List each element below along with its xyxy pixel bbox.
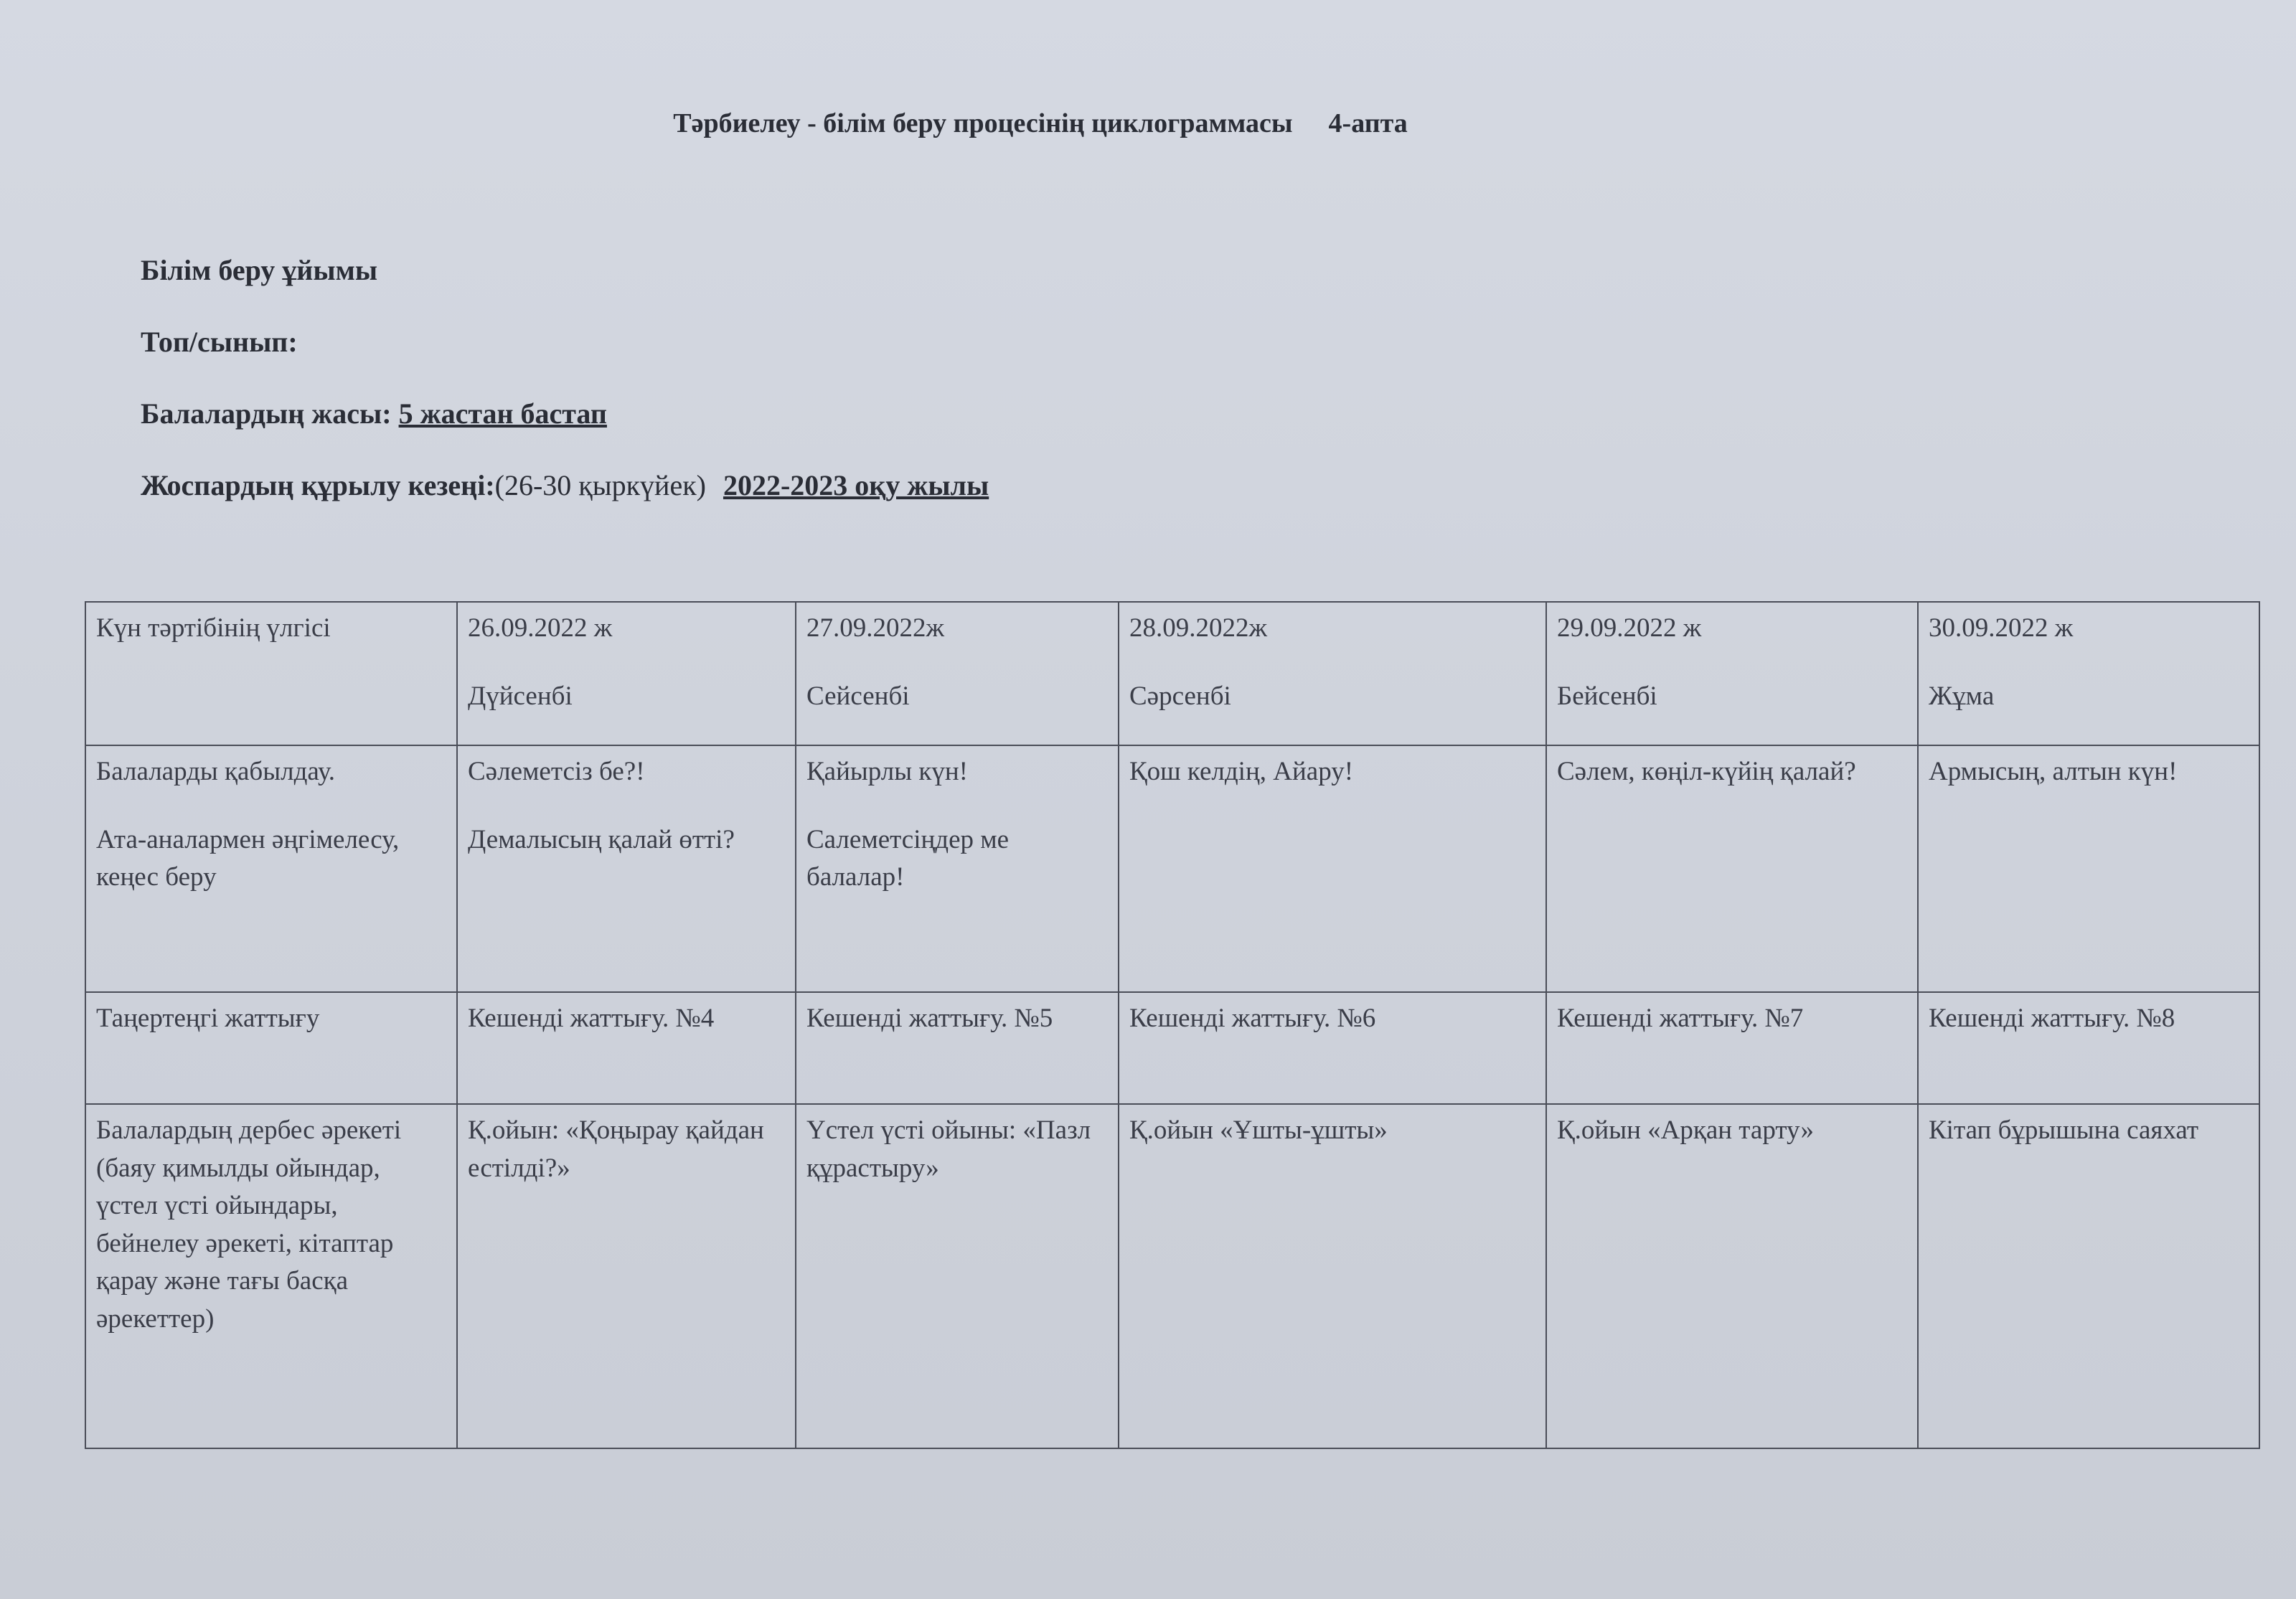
- table-cell: [1546, 992, 1918, 1104]
- age-label: Балалардың жасы:: [141, 397, 392, 430]
- group-label: Топ/сынып:: [141, 326, 298, 358]
- table-cell: [1119, 992, 1546, 1104]
- table-row: [85, 1104, 2259, 1448]
- title-text: Тәрбиелеу - білім беру процесінің циклограммасы: [673, 108, 1293, 138]
- cell-text: Кітап бұрышына саяхат: [1929, 1115, 2199, 1145]
- table-cell: [457, 992, 796, 1104]
- period-year: 2022-2023 оқу жылы: [723, 469, 989, 501]
- header-label: Күн тәртібінің үлгісі: [96, 613, 331, 643]
- header-weekday: Дүйсенбі: [468, 681, 573, 711]
- table-cell: [1119, 745, 1546, 992]
- row-sublabel: Ата-аналармен әңгімелесу, кеңес беру: [96, 824, 400, 892]
- cell-text: Сәлем, көңіл-күйің қалай?: [1557, 757, 1856, 786]
- table-cell: [1918, 745, 2259, 992]
- cell-text: Салеметсіңдер ме балалар!: [806, 824, 1010, 892]
- header-date: 30.09.2022 ж: [1929, 613, 2074, 643]
- header-weekday: Бейсенбі: [1557, 681, 1657, 711]
- row-label-cell: [85, 992, 457, 1104]
- table-cell: [796, 745, 1119, 992]
- header-cell-schedule: [85, 602, 457, 745]
- period-line: [141, 468, 989, 502]
- table-cell: [1918, 992, 2259, 1104]
- table-cell: [796, 992, 1119, 1104]
- document-title: [0, 108, 2081, 139]
- cell-text: Қайырлы күн!: [806, 757, 968, 786]
- cell-text: Қ.ойын «Арқан тарту»: [1557, 1115, 1814, 1145]
- row-label: Таңертеңгі жаттығу: [96, 1004, 320, 1033]
- cell-text: Кешенді жаттығу. №6: [1129, 1004, 1376, 1033]
- header-cell-day: [1119, 602, 1546, 745]
- header-date: 27.09.2022ж: [806, 613, 945, 643]
- table-cell: [1119, 1104, 1546, 1448]
- age-line: [141, 397, 607, 430]
- table-cell: [1546, 745, 1918, 992]
- org-label: Білім беру ұйымы: [141, 254, 378, 286]
- row-label-cell: [85, 1104, 457, 1448]
- header-cell-day: [1546, 602, 1918, 745]
- table-header-row: [85, 602, 2259, 745]
- cell-text: Кешенді жаттығу. №4: [468, 1004, 715, 1033]
- table-row: [85, 745, 2259, 992]
- header-cell-day: [796, 602, 1119, 745]
- table-cell: [457, 745, 796, 992]
- header-weekday: Сейсенбі: [806, 681, 910, 711]
- period-label: Жоспардың құрылу кезеңі:: [141, 469, 495, 501]
- cell-text: Кешенді жаттығу. №7: [1557, 1004, 1804, 1033]
- cell-text: Қ.ойын: «Қоңырау қайдан естілді?»: [468, 1115, 764, 1183]
- group-line: [141, 325, 298, 359]
- header-date: 28.09.2022ж: [1129, 613, 1268, 643]
- cell-text: Армысың, алтын күн!: [1929, 757, 2178, 786]
- cell-text: Үстел үсті ойыны: «Пазл құрастыру»: [806, 1115, 1091, 1183]
- table-cell: [1918, 1104, 2259, 1448]
- header-cell-day: [1918, 602, 2259, 745]
- cell-text: Сәлеметсіз бе?!: [468, 757, 645, 786]
- header-date: 26.09.2022 ж: [468, 613, 613, 643]
- cell-text: Қ.ойын «Ұшты-ұшты»: [1129, 1115, 1388, 1145]
- table-cell: [796, 1104, 1119, 1448]
- table-cell: [457, 1104, 796, 1448]
- table-row: [85, 992, 2259, 1104]
- cell-text: Кешенді жаттығу. №5: [806, 1004, 1053, 1033]
- org-line: [141, 253, 377, 287]
- cyclogram-table: [85, 601, 2260, 1449]
- row-label-cell: [85, 745, 457, 992]
- age-value: 5 жастан бастап: [398, 397, 607, 430]
- header-weekday: Сәрсенбі: [1129, 681, 1231, 711]
- row-label: Балаларды қабылдау.: [96, 757, 335, 786]
- cell-text: Кешенді жаттығу. №8: [1929, 1004, 2175, 1033]
- header-date: 29.09.2022 ж: [1557, 613, 1702, 643]
- cell-text: Демалысың қалай өтті?: [468, 824, 735, 854]
- week-label: 4-апта: [1328, 108, 1408, 138]
- row-label: Балалардың дербес әрекеті (баяу қимылды ойындар, үстел үсті ойындары, бейнелеу әрекеті, кітаптар қарау және тағы басқа әрекеттер): [96, 1115, 402, 1334]
- cell-text: Қош келдің, Айару!: [1129, 757, 1354, 786]
- header-cell-day: [457, 602, 796, 745]
- table-cell: [1546, 1104, 1918, 1448]
- header-weekday: Жұма: [1929, 681, 1995, 711]
- period-dates: (26-30 қыркүйек): [494, 469, 706, 501]
